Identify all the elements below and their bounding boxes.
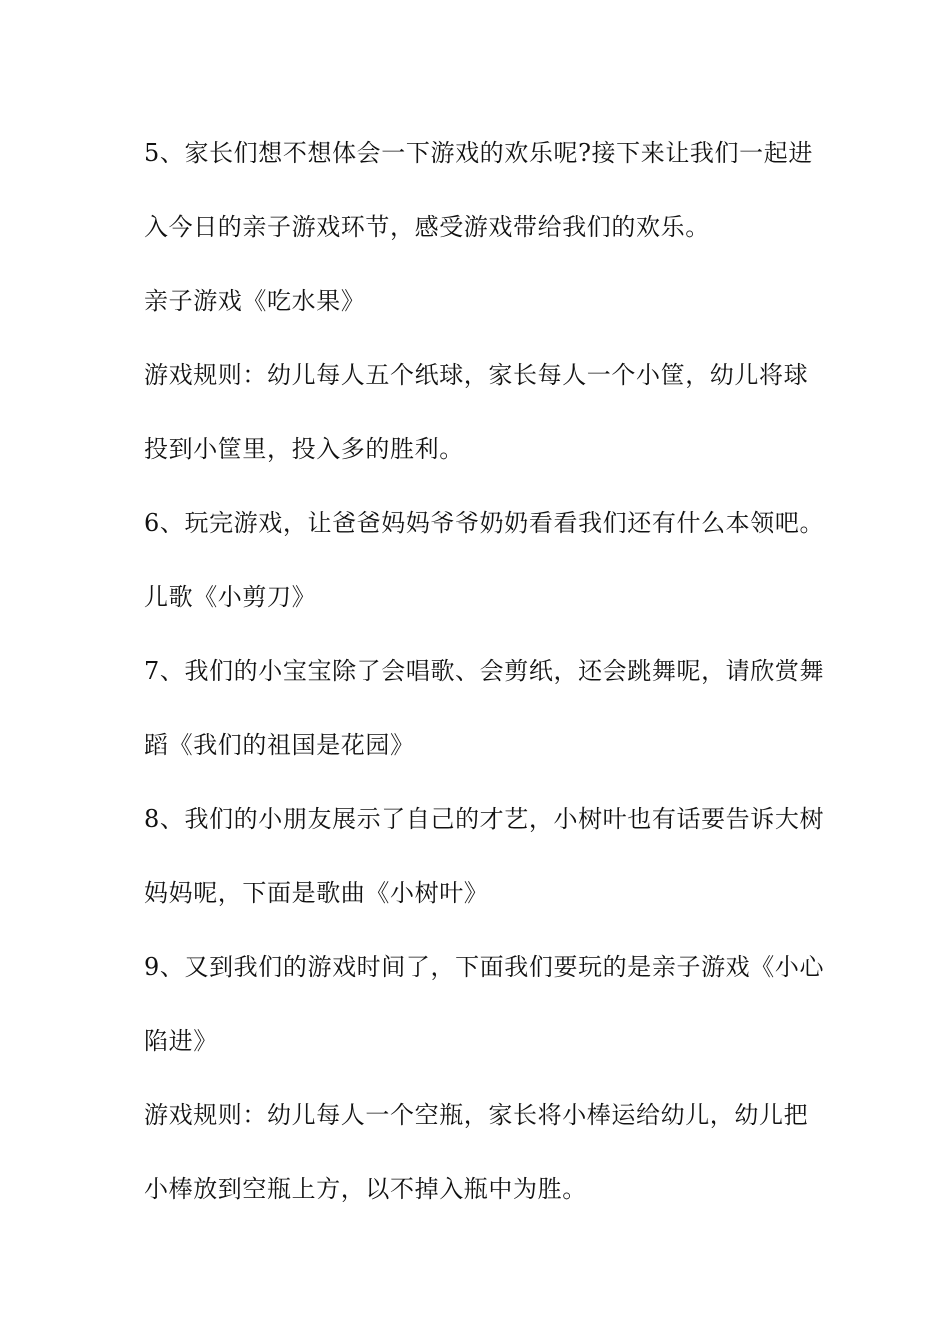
text-line-15: 小棒放到空瓶上方，以不掉入瓶中为胜。 — [144, 1175, 587, 1203]
text-line-3: 亲子游戏《吃水果》 — [144, 287, 366, 315]
text-line-9: 蹈《我们的祖国是花园》 — [144, 731, 415, 759]
text-line-1: 5、家长们想不想体会一下游戏的欢乐呢?接下来让我们一起进 — [144, 139, 813, 167]
text-line-8: 7、我们的小宝宝除了会唱歌、会剪纸，还会跳舞呢，请欣赏舞 — [144, 657, 825, 685]
text-line-7: 儿歌《小剪刀》 — [144, 583, 317, 611]
text-line-4: 游戏规则：幼儿每人五个纸球，家长每人一个小筐，幼儿将球 — [144, 361, 809, 389]
text-line-14: 游戏规则：幼儿每人一个空瓶，家长将小棒运给幼儿，幼儿把 — [144, 1101, 809, 1129]
text-line-10: 8、我们的小朋友展示了自己的才艺，小树叶也有话要告诉大树 — [144, 805, 825, 833]
text-line-12: 9、又到我们的游戏时间了，下面我们要玩的是亲子游戏《小心 — [144, 953, 825, 981]
text-line-5: 投到小筐里，投入多的胜利。 — [144, 435, 464, 463]
text-line-6: 6、玩完游戏，让爸爸妈妈爷爷奶奶看看我们还有什么本领吧。 — [144, 509, 825, 537]
text-line-2: 入今日的亲子游戏环节，感受游戏带给我们的欢乐。 — [144, 213, 710, 241]
document-body — [144, 128, 825, 1238]
text-line-13: 陷进》 — [144, 1027, 218, 1055]
text-line-11: 妈妈呢，下面是歌曲《小树叶》 — [144, 879, 489, 907]
